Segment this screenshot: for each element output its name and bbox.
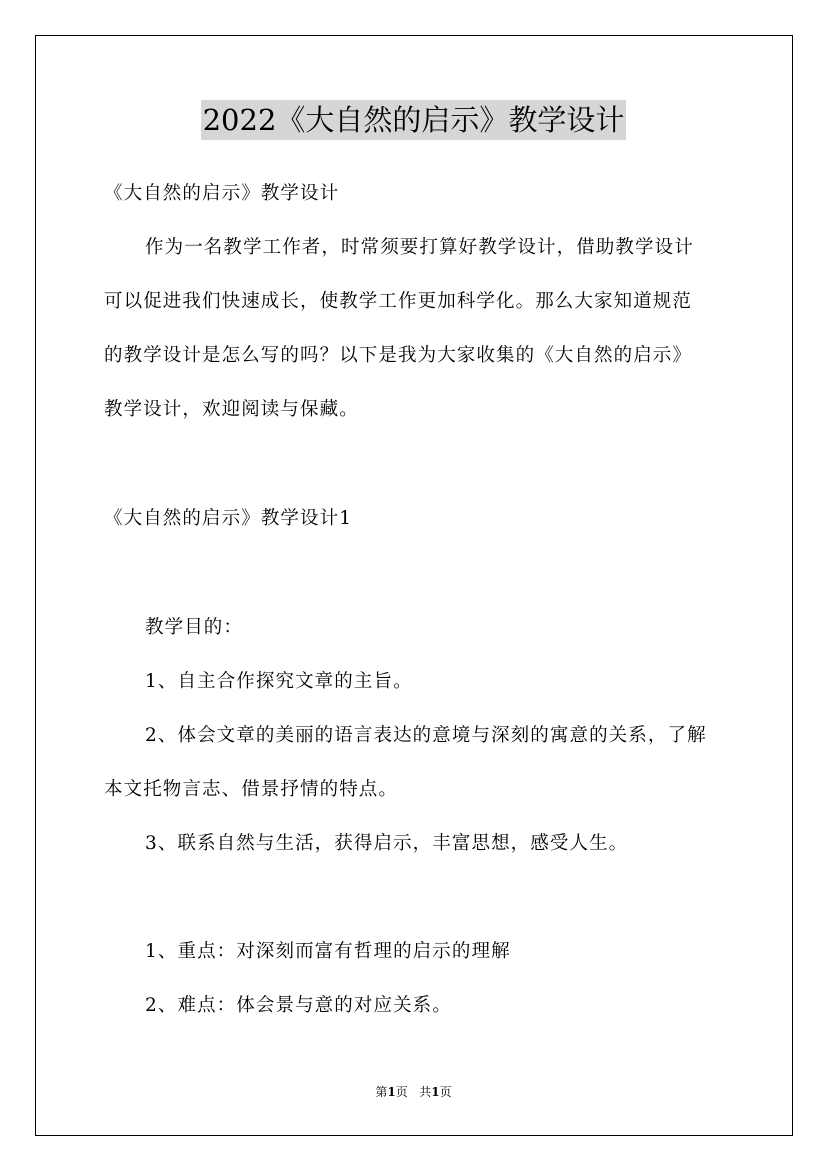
intro-line-1: 作为一名教学工作者，时常须要打算好教学设计，借助教学设计 xyxy=(145,237,694,258)
subtitle: 《大自然的启示》教学设计 xyxy=(104,183,340,204)
intro-line-2: 可以促进我们快速成长，使教学工作更加科学化。那么大家知道规范 xyxy=(104,291,693,312)
total-prefix: 共 xyxy=(419,1085,432,1099)
page-footer xyxy=(0,1084,827,1100)
total-suffix: 页 xyxy=(439,1085,452,1099)
section-heading: 《大自然的启示》教学设计1 xyxy=(104,508,353,529)
page-suffix: 页 xyxy=(395,1085,408,1099)
goals-label: 教学目的： xyxy=(145,617,244,638)
page-number: 1 xyxy=(387,1085,396,1099)
difficult-point: 2、难点：体会景与意的对应关系。 xyxy=(145,995,452,1016)
intro-line-4: 教学设计，欢迎阅读与保藏。 xyxy=(104,399,359,420)
total-pages: 1 xyxy=(431,1085,440,1099)
page-prefix: 第 xyxy=(375,1085,388,1099)
intro-line-3: 的教学设计是怎么写的吗？以下是我为大家收集的《大自然的启示》 xyxy=(104,345,693,366)
goal-2-line-1: 2、体会文章的美丽的语言表达的意境与深刻的寓意的关系，了解 xyxy=(145,725,707,746)
document-title: 2022《大自然的启示》教学设计 xyxy=(201,100,627,140)
key-point: 1、重点：对深刻而富有哲理的启示的理解 xyxy=(145,941,511,962)
goal-2-line-2: 本文托物言志、借景抒情的特点。 xyxy=(104,779,399,800)
goal-3: 3、联系自然与生活，获得启示，丰富思想，感受人生。 xyxy=(145,833,629,854)
title-container xyxy=(0,100,827,140)
goal-1: 1、自主合作探究文章的主旨。 xyxy=(145,671,413,692)
